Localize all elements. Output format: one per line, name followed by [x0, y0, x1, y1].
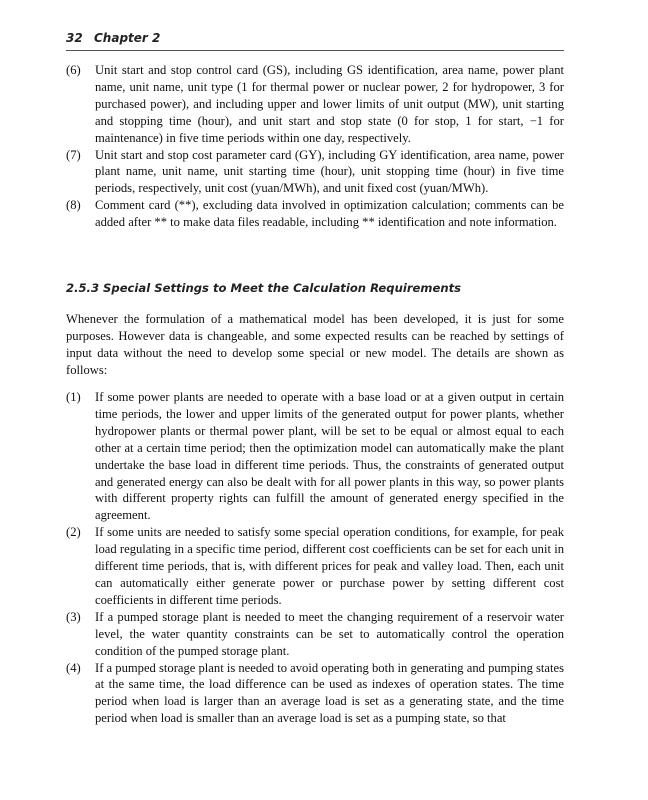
- running-header: [66, 30, 564, 51]
- list-item: [66, 62, 564, 147]
- list-item: [66, 524, 564, 609]
- item-text: Unit start and stop control card (GS), including GS identification, area name, power plant name, unit name, unit type (1 for thermal power or nuclear power, 2 for hydropower, 3 for purchased power), and including upper and lower limits of unit output (MW), unit starting and stopping time (hour), and unit start and stop state (0 for stop, 1 for start, −1 for maintenance) in five time periods within one day, respectively.: [95, 63, 564, 145]
- list-item: [66, 147, 564, 198]
- item-text: If some units are needed to satisfy some special operation conditions, for example, for peak load regulating in a specific time period, different cost coefficients can be set for each unit in different time periods, that is, with different prices for peak and valley load. Then, each unit can automatically either generate power or purchase power by setting different cost coefficients in different time periods.: [95, 525, 564, 607]
- intro-paragraph: Whenever the formulation of a mathematical model has been developed, it is just for some purposes. However data is changeable, and some expected results can be reached by settings of input data without the need to develop some special or new model. The details are shown as follows:: [66, 312, 564, 377]
- item-text: If a pumped storage plant is needed to avoid operating both in generating and pumping states at the same time, the load difference can be used as indexes of operation states. The time period when load is larger than an average load is set as a generating state, and the time period when load is smaller than an average load is set as a pumping state, so that: [95, 660, 564, 726]
- card-list: [66, 62, 564, 231]
- section-heading: 2.5.3 Special Settings to Meet the Calculation Requirements: [66, 281, 462, 295]
- item-text: If some power plants are needed to operate with a base load or at a given output in certain time periods, the lower and upper limits of the generated output for power plants, whether hydropower plants or thermal power plant, will be set to be equal or almost equal to each other at a certain time period; then the optimization model can automatically make the plant undertake the base load in different time periods. Thus, the constraints of generated output and generated energy can also be dealt with for all power plants in this way, so power plants with different property rights can fulfill the amount of generated energy specified in the agreement.: [95, 390, 564, 523]
- chapter-title: Chapter 2: [94, 31, 161, 45]
- item-number: (8): [66, 198, 81, 213]
- item-number: (7): [66, 147, 81, 162]
- list-item: [66, 660, 564, 728]
- list-item: [66, 197, 564, 231]
- list-item: [66, 609, 564, 660]
- item-number: (3): [66, 609, 81, 624]
- item-number: (1): [66, 390, 81, 404]
- item-number: (6): [66, 63, 81, 77]
- item-text: Unit start and stop cost parameter card (GY), including GY identification, area name, power plant name, unit name, unit starting time (hour), unit stopping time (hour) in five time periods, respectively, unit cost (yuan/MWh), and unit fixed cost (yuan/MWh).: [95, 147, 564, 196]
- settings-list: [66, 389, 564, 727]
- item-text: Comment card (**), excluding data involved in optimization calculation; comments can be added after ** to make data files readable, including ** identification and note information.: [95, 198, 564, 230]
- item-text: If a pumped storage plant is needed to meet the changing requirement of a reservoir water level, the water quantity constraints can be set to automatically control the operation condition of the pumped storage plant.: [95, 609, 564, 658]
- list-item: [66, 389, 564, 524]
- item-number: (4): [66, 660, 81, 675]
- page-number: 32: [66, 31, 83, 45]
- item-number: (2): [66, 525, 81, 540]
